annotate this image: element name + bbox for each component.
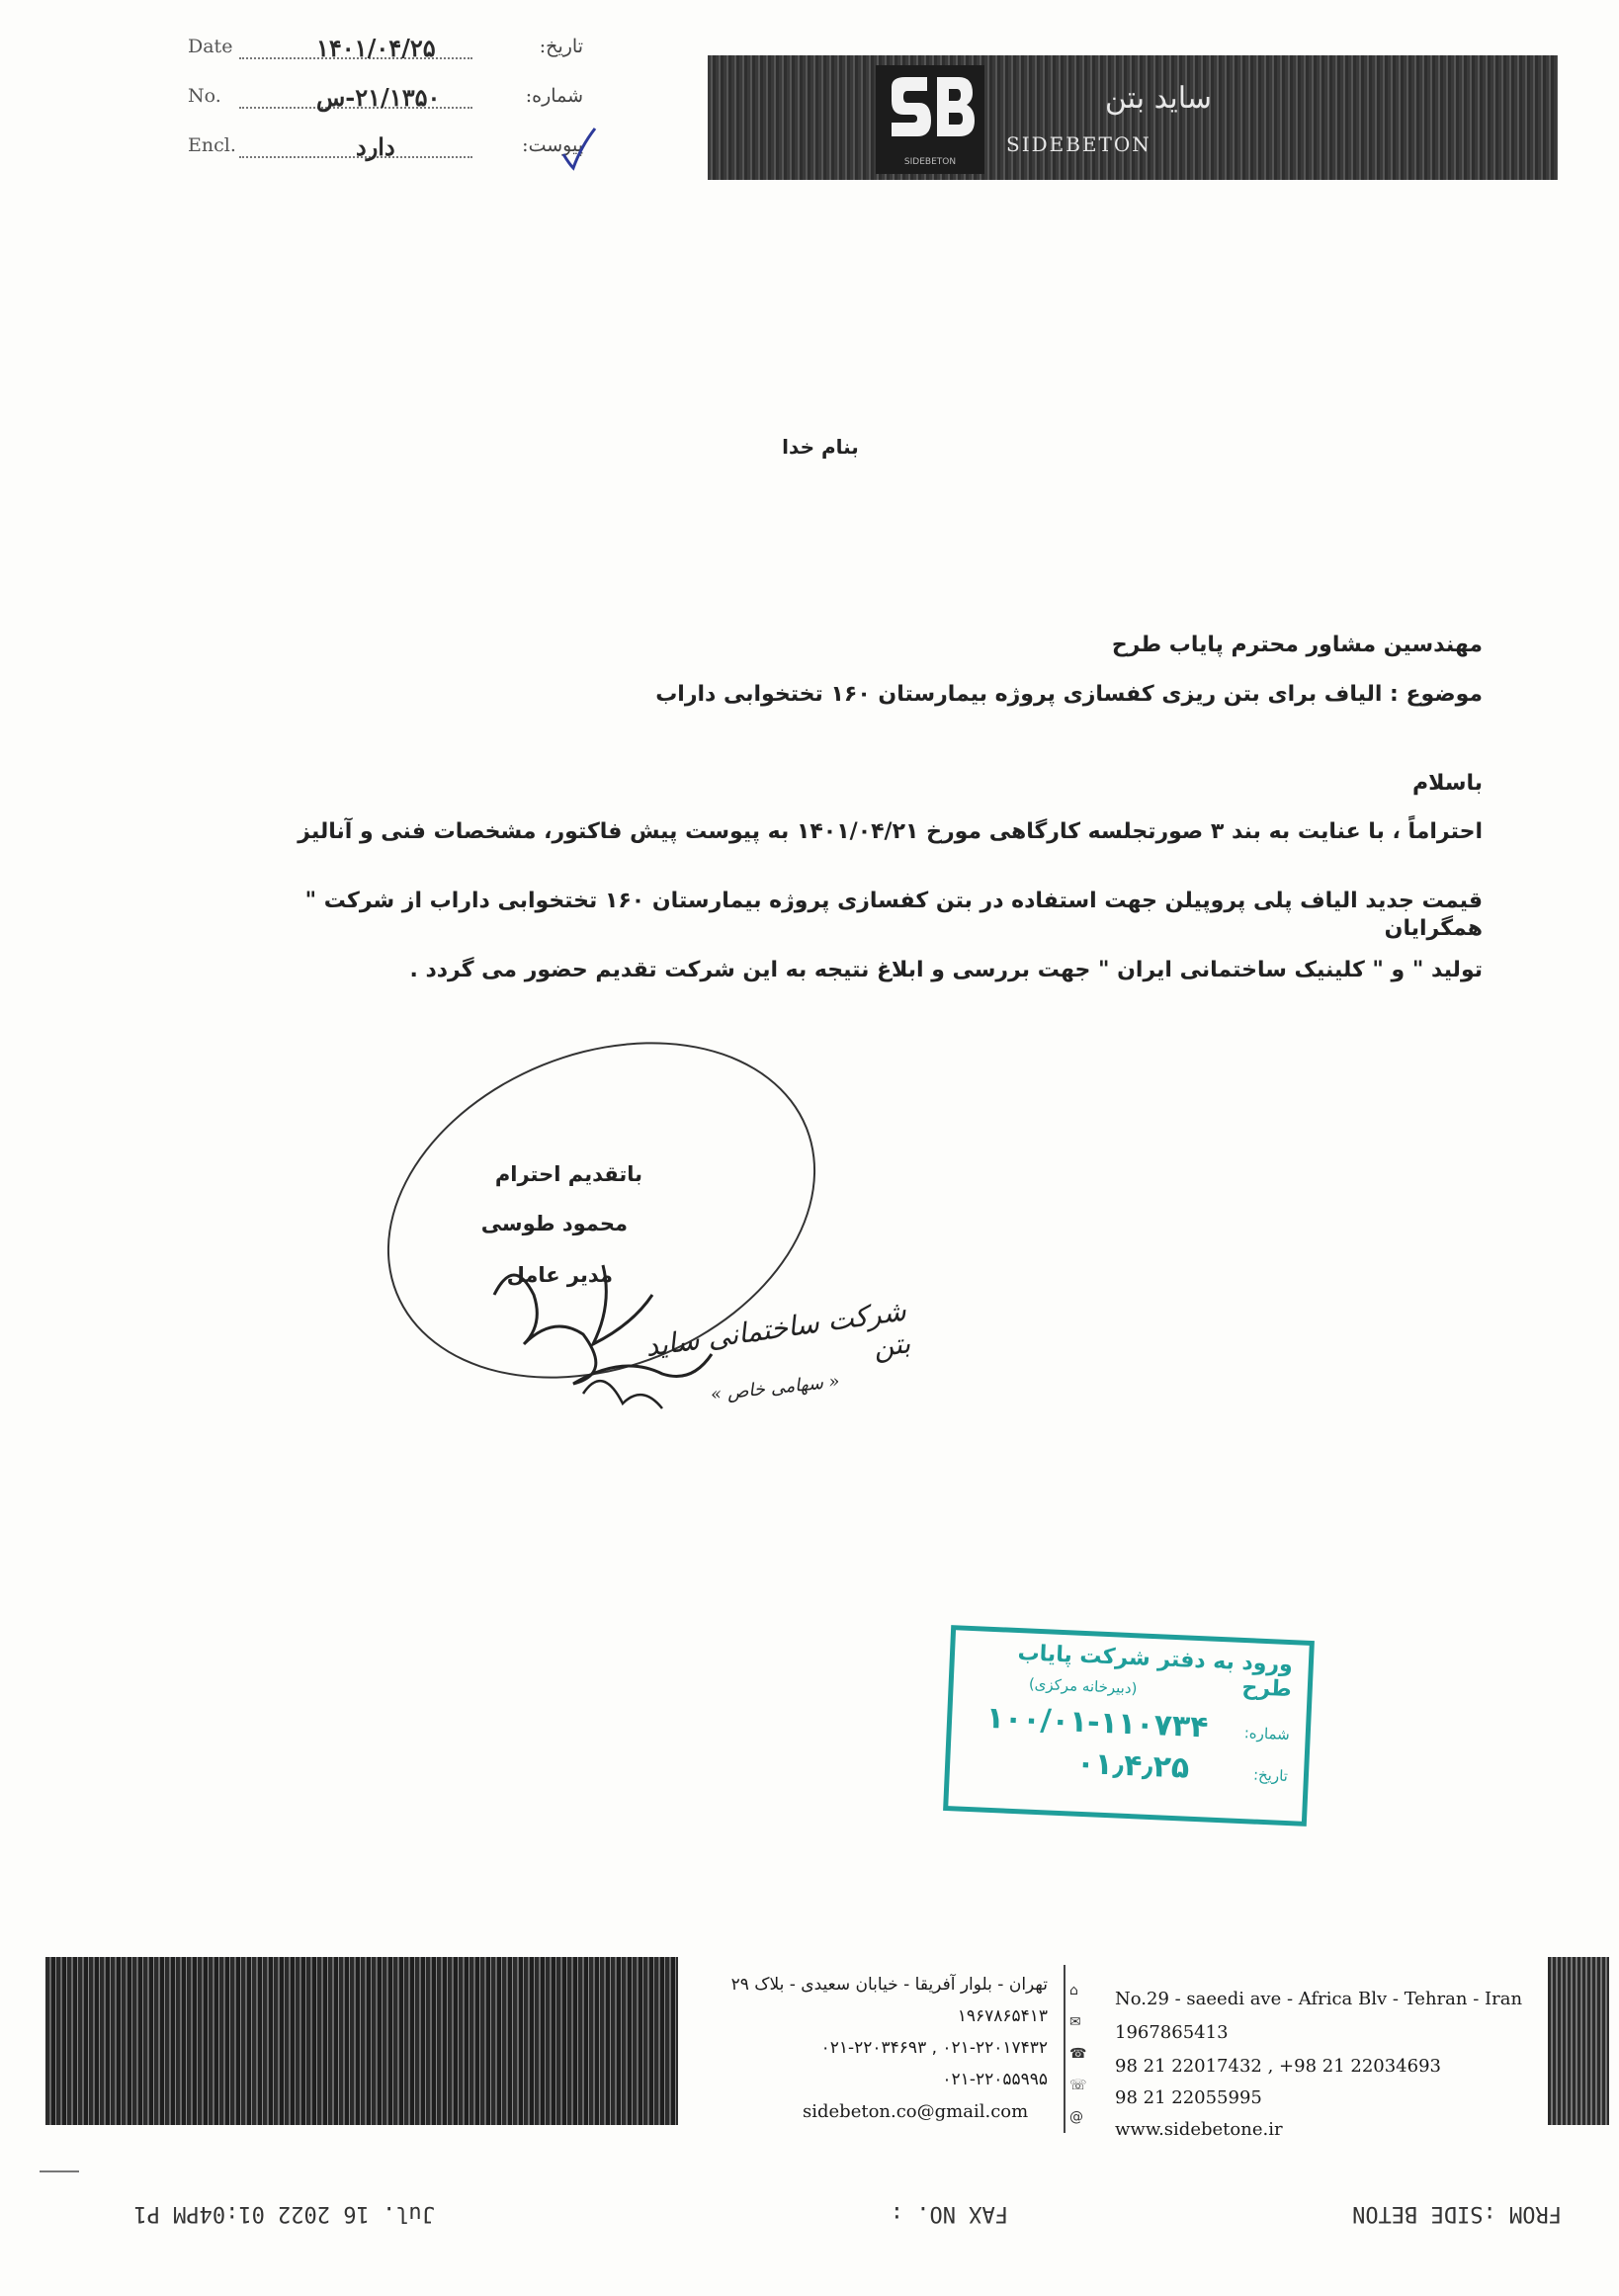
home-icon: ⌂ <box>1069 1983 1078 1998</box>
fax-time: Jul. 16 2022 01:04PM P1 <box>133 2201 435 2226</box>
signer-name: محمود طوسی <box>480 1212 628 1235</box>
number-value: ۲۱/۱۳۵۰-س <box>316 83 441 112</box>
checkmark-icon <box>559 125 599 174</box>
stamp-number-label: شماره: <box>1243 1724 1291 1744</box>
stamp-date-label: تاریخ: <box>1252 1765 1289 1786</box>
footer-fa-fax: ۰۲۱-۲۲۰۵۵۹۹۵ <box>942 2070 1048 2089</box>
date-row <box>188 36 583 69</box>
footer-en-address: No.29 - saeedi ave - Africa Blv - Tehran - Iran <box>1115 1989 1523 2009</box>
logo-title-fa: ساید بتن <box>1104 81 1212 116</box>
footer-bar-right <box>1548 1957 1609 2125</box>
closing: باتقدیم احترام <box>494 1162 642 1186</box>
company-handwritten: شرکت ساختمانی ساید بتن <box>642 1294 913 1365</box>
subject: موضوع : الیاف برای بتن ریزی کفسازی پروژه بیمارستان ۱۶۰ تختخوابی داراب <box>655 682 1483 707</box>
paragraph-line-1: احتراماً ، با عنایت به بند ۳ صورتجلسه کارگاهی مورخ ۱۴۰۱/۰۴/۲۱ به پیوست پیش فاکتور، مشخصات فنی و آنالیز <box>298 819 1483 844</box>
stamp-title: ورود به دفتر شرکت پایاب طرح <box>1017 1641 1294 1703</box>
stamp-date-value: ۰۱٫۴٫۲۵ <box>1075 1745 1190 1786</box>
invocation: بنام خدا <box>782 435 859 459</box>
enclosure-label-fa: پیوست: <box>522 134 583 156</box>
footer-website: www.sidebetone.ir <box>1115 2119 1283 2140</box>
logo-title-en: SIDEBETON <box>1006 132 1151 156</box>
footer-email: sidebeton.co@gmail.com <box>803 2101 1029 2122</box>
date-label-en: Date <box>188 36 233 57</box>
enclosure-label-en: Encl. <box>188 134 236 156</box>
fax-icon: ☏ <box>1069 2078 1087 2093</box>
logo-sub-text: SIDEBETON <box>903 157 957 167</box>
footer-en-fax: 98 21 22055995 <box>1115 2087 1262 2108</box>
footer-fa-postal: ۱۹۶۷۸۶۵۴۱۳ <box>957 2006 1048 2026</box>
date-label-fa: تاریخ: <box>539 36 583 57</box>
paragraph-line-2: قیمت جدید الیاف پلی پروپیلن جهت استفاده در بتن کفسازی پروژه بیمارستان ۱۶۰ تختخوابی داراب از شرکت " همگرایان <box>304 889 1483 941</box>
number-label-fa: شماره: <box>525 85 583 107</box>
enclosure-value: دارد <box>356 132 395 161</box>
footer-bar-left <box>45 1957 678 2125</box>
footer-en-phones: 98 21 22017432 , +98 21 22034693 <box>1115 2056 1441 2077</box>
date-value: ۱۴۰۱/۰۴/۲۵ <box>316 34 436 62</box>
number-row <box>188 85 583 119</box>
footer-fa-phones: ۰۲۱-۲۲۰۱۷۴۳۲ , ۰۲۱-۲۲۰۳۴۶۹۳ <box>820 2038 1048 2058</box>
web-icon: @ <box>1069 2109 1083 2125</box>
number-label-en: No. <box>188 85 221 107</box>
footer-fa-address: تهران - بلوار آفریقا - خیابان سعیدی - بلاک ۲۹ <box>730 1975 1048 1995</box>
logo-band <box>708 55 1558 180</box>
signer-title: مدیر عامل <box>506 1263 613 1287</box>
footer-icons-column <box>1069 1975 1087 2133</box>
paragraph-line-3: تولید " و " کلینیک ساختمانی ایران " جهت بررسی و ابلاغ نتیجه به این شرکت تقدیم حضور می گردد . <box>409 958 1483 982</box>
footer-divider <box>1064 1965 1065 2133</box>
footer-en-postal: 1967865413 <box>1115 2022 1229 2043</box>
mailbox-icon: ✉ <box>1069 2014 1081 2030</box>
fax-header-strip <box>40 2192 1581 2232</box>
greeting: باسلام <box>1412 771 1483 796</box>
fax-edge-mark <box>40 2170 79 2172</box>
fax-from: FROM :SIDE BETON <box>1352 2201 1562 2226</box>
fax-number: FAX NO. : <box>890 2201 1008 2226</box>
stamp-number-value: ۱۰۰/۰۱-۱۱۰۷۳۴ <box>985 1700 1210 1745</box>
received-stamp <box>943 1625 1315 1827</box>
logo <box>876 65 984 174</box>
recipient: مهندسین مشاور محترم پایاب طرح <box>1111 633 1483 657</box>
enclosure-row <box>188 134 583 168</box>
company-sub-handwritten: « سهامی خاص » <box>709 1371 841 1405</box>
logo-mark-icon <box>876 65 984 174</box>
stamp-subtitle: (دبیرخانه مرکزی) <box>1028 1674 1138 1698</box>
phone-icon: ☎ <box>1069 2046 1087 2062</box>
